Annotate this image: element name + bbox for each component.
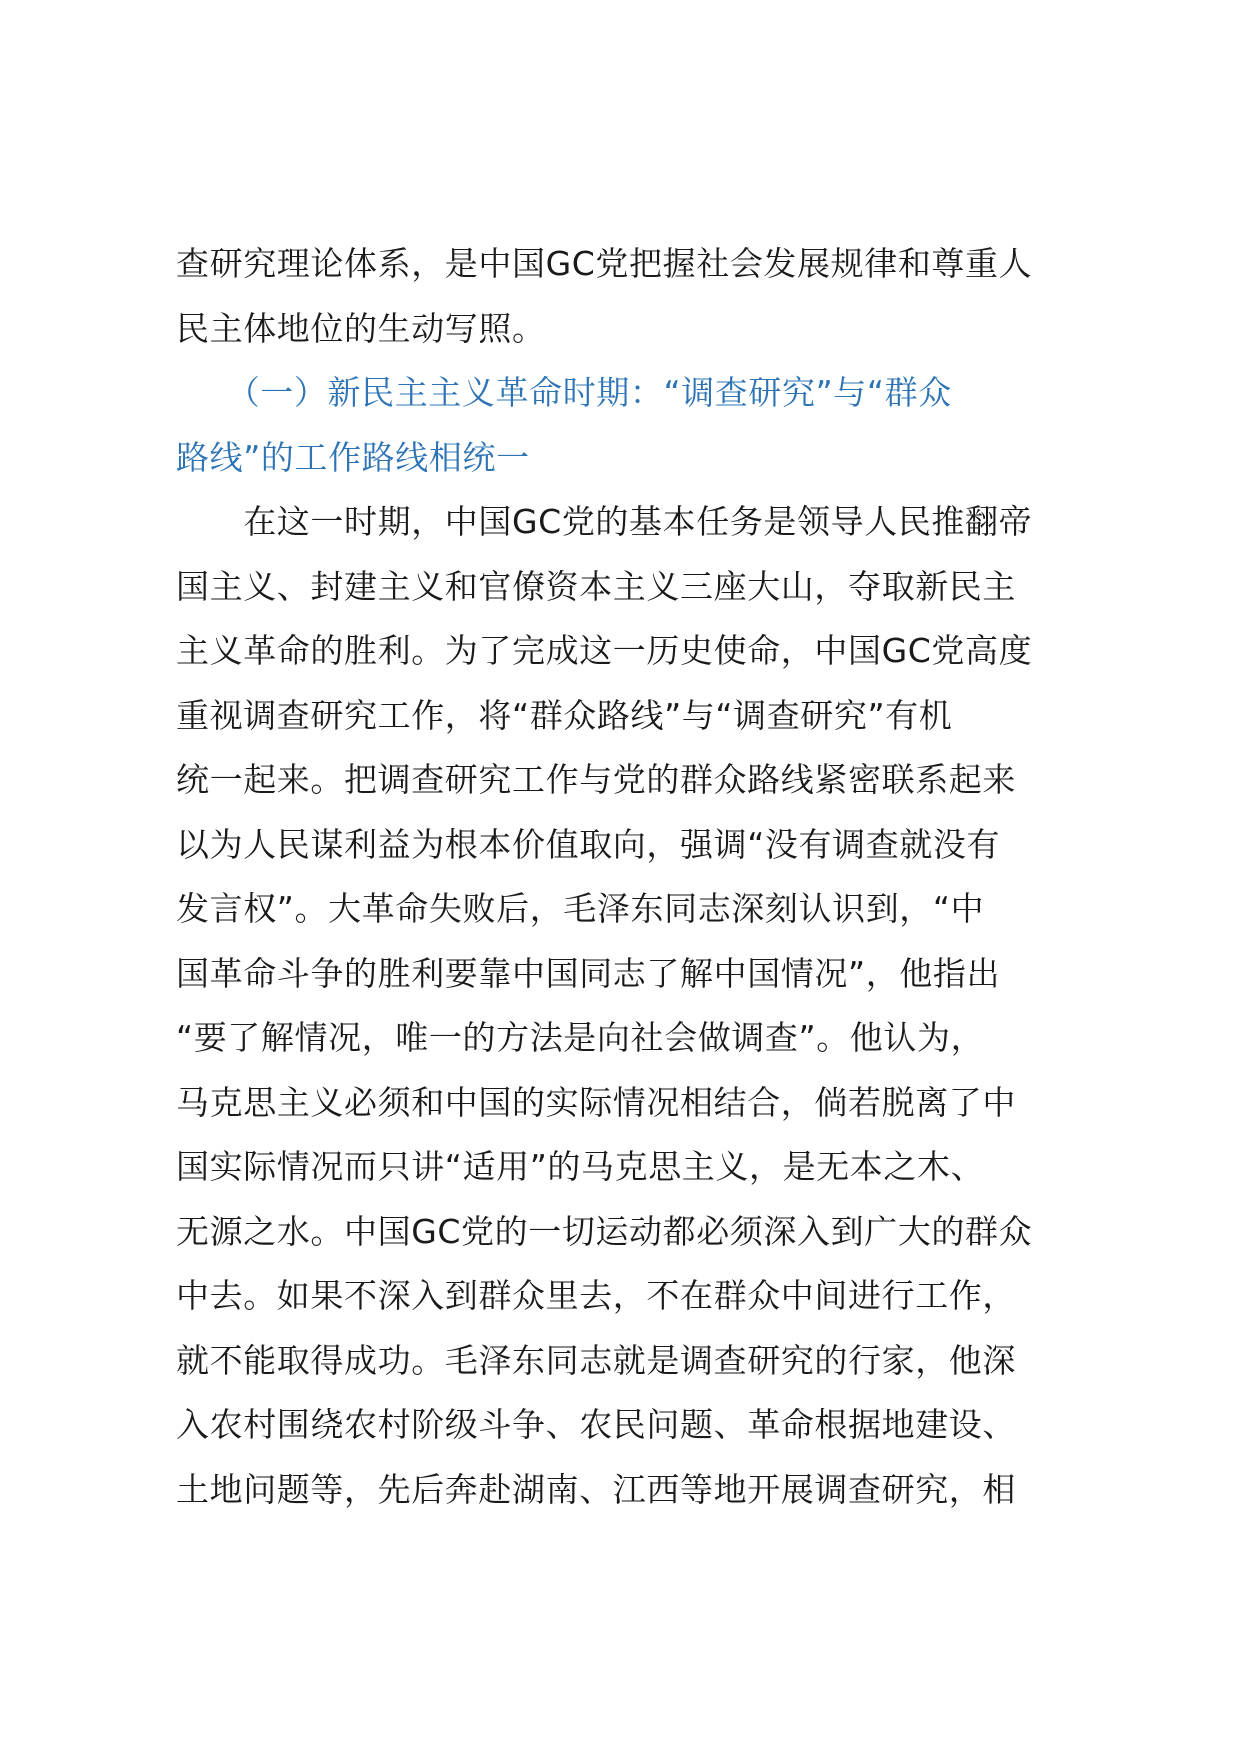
paragraph-line: 入农村围绕农村阶级斗争、农民问题、革命根据地建设、 (176, 1405, 1016, 1444)
paragraph-line: 就不能取得成功。毛泽东同志就是调查研究的行家，他深 (176, 1340, 1016, 1380)
paragraph-line: 土地问题等，先后奔赴湖南、江西等地开展调查研究，相 (176, 1469, 1016, 1509)
paragraph-line: 中去。如果不深入到群众里去，不在群众中间进行工作， (176, 1276, 1016, 1315)
paragraph-line: 以为人民谋利益为根本价值取向，强调“没有调查就没有 (176, 824, 1001, 864)
paragraph-line: 民主体地位的生动写照。 (176, 308, 546, 348)
paragraph-line: 主义革命的胜利。为了完成这一历史使命，中国GC党高度 (176, 631, 1033, 670)
paragraph-line: 马克思主义必须和中国的实际情况相结合，倘若脱离了中 (176, 1082, 1016, 1122)
paragraph-line: 在这一时期，中国GC党的基本任务是领导人民推翻帝 (176, 502, 1033, 541)
section-heading-line: （一）新民主主义革命时期：“调查研究”与“群众 (176, 373, 952, 412)
paragraph-line: 查研究理论体系，是中国GC党把握社会发展规律和尊重人 (176, 244, 1033, 283)
paragraph-line: “要了解情况，唯一的方法是向社会做调查”。他认为， (176, 1018, 985, 1057)
paragraph-line: 无源之水。中国GC党的一切运动都必须深入到广大的群众 (176, 1211, 1033, 1251)
paragraph-line: 国革命斗争的胜利要靠中国同志了解中国情况”，他指出 (176, 953, 1001, 993)
paragraph-line: 发言权”。大革命失败后，毛泽东同志深刻认识到，“中 (176, 889, 985, 928)
paragraph-line: 国实际情况而只讲“适用”的马克思主义，是无本之木、 (176, 1147, 985, 1186)
section-heading-line: 路线”的工作路线相统一 (176, 437, 530, 477)
paragraph-line: 重视调查研究工作，将“群众路线”与“调查研究”有机 (176, 695, 953, 735)
paragraph-line: 国主义、封建主义和官僚资本主义三座大山，夺取新民主 (176, 566, 1016, 606)
paragraph-line: 统一起来。把调查研究工作与党的群众路线紧密联系起来 (176, 760, 1016, 799)
document-body (176, 232, 1096, 1522)
